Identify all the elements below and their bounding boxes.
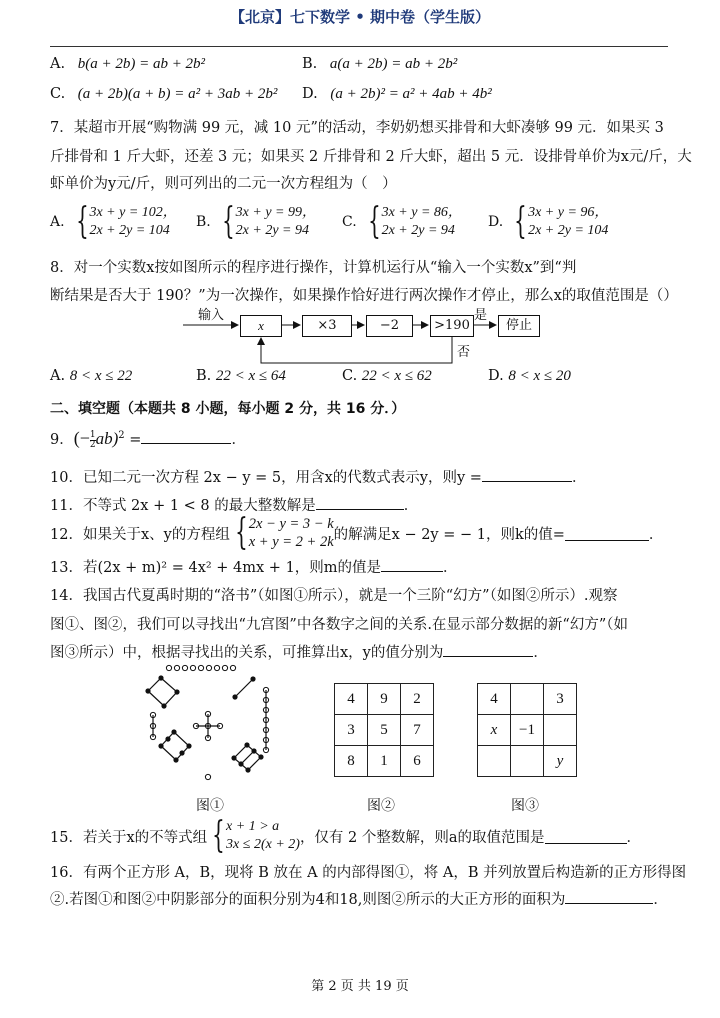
fig1-caption: 图①	[196, 798, 224, 814]
grid3-cell: y	[544, 746, 577, 777]
q12-answer-blank	[565, 526, 649, 541]
q10-answer-blank	[482, 467, 572, 482]
q13: 13．若(2x + m)² = 4x² + 4mx + 1，则m的值是 ．	[50, 556, 458, 577]
q7-line-3: 虾单价为y元/斤，则可列出的二元一次方程组为（ ）	[50, 176, 397, 192]
magic-square-fig3	[477, 683, 577, 777]
q11-answer-blank	[316, 495, 404, 510]
q8-line-1: 8．对一个实数x按如图所示的程序进行操作，计算机运行从“输入一个实数x”到“判	[50, 260, 577, 276]
grid2-cell: 9	[368, 684, 401, 715]
q12: 12．如果关于x、y的方程组 { 2x − y = 3 − k x + y = 2 + 2k 的解满足x − 2y = − 1，则k的值= ．	[50, 512, 664, 553]
magic-square-fig2	[334, 683, 434, 777]
q8-option-b: B. 22 < x ≤ 64	[196, 368, 286, 384]
grid2-cell: 1	[368, 746, 401, 777]
q10: 10．已知二元一次方程 2x − y = 5，用含x的代数式表示y，则y = ．	[50, 466, 586, 487]
flow-yes-label: 是	[474, 308, 488, 323]
luoshu-figure	[140, 662, 280, 787]
grid3-cell: −1	[511, 715, 544, 746]
q14-line-3: 图③所示）中，根据寻找出的关系，可推算出x，y的值分别为 ．	[50, 641, 548, 662]
q6-option-a: A. b(a + 2b) = ab + 2b²	[50, 56, 206, 72]
q13-answer-blank	[381, 557, 443, 572]
grid2-cell: 5	[368, 715, 401, 746]
q9: 9．(− $\frac{1}{2}$ ab)$^2$ = ．	[50, 428, 246, 450]
flow-box-minus2: −2	[366, 315, 413, 337]
grid3-cell	[478, 746, 511, 777]
q14-line-2: 图①、图②，我们可以寻找出“九宫图”中各数字之间的关系.在显示部分数据的新“幻方”（如	[50, 617, 629, 633]
q14-line-1: 14．我国古代夏禹时期的“洛书”（如图①所示），就是一个三阶“幻方”（如图②所示）.观察	[50, 588, 618, 604]
q16-line-2: ②.若图①和图②中阴影部分的面积分别为4和18,则图②所示的大正方形的面积为 ．	[50, 888, 668, 909]
section-2-title: 二、填空题（本题共 8 小题，每小题 2 分，共 16 分．）	[50, 401, 406, 417]
flow-no-label: 否	[457, 345, 471, 360]
q8-option-a: A. 8 < x ≤ 22	[50, 368, 133, 384]
q6-option-b: B. a(a + 2b) = ab + 2b²	[302, 56, 458, 72]
q7-line-1: 7．某超市开展“购物满 99 元，减 10 元”的活动，李奶奶想买排骨和大虾凑够 99 元．如果买 3	[50, 120, 664, 136]
q9-fraction: $\frac{1}{2}$	[89, 429, 96, 450]
q7-option-c: C. { 3x + y = 86， 2x + 2y = 94	[342, 201, 462, 242]
grid2-cell: 7	[401, 715, 434, 746]
q7-option-d: D. { 3x + y = 96， 2x + 2y = 104	[488, 201, 609, 242]
flow-input-label: 输入	[198, 308, 225, 323]
q16-line-1: 16．有两个正方形 A，B，现将 B 放在 A 的内部得图①，将 A，B 并列放置后构造新的正方形得图	[50, 865, 687, 881]
q11: 11．不等式 2x + 1 < 8 的最大整数解是 ．	[50, 494, 418, 515]
grid2-cell: 2	[401, 684, 434, 715]
flow-box-gt190: >190	[430, 315, 474, 337]
grid3-cell	[544, 715, 577, 746]
q8-option-c: C. 22 < x ≤ 62	[342, 368, 432, 384]
grid2-cell: 4	[335, 684, 368, 715]
grid2-cell: 8	[335, 746, 368, 777]
flow-box-stop: 停止	[498, 315, 540, 337]
fig2-caption: 图②	[367, 798, 395, 814]
page-footer: 第 2 页 共 19 页	[311, 979, 409, 994]
q8-option-d: D. 8 < x ≤ 20	[488, 368, 571, 384]
q16-answer-blank	[565, 889, 653, 904]
page-header: 【北京】七下数学 • 期中卷（学生版）	[229, 8, 491, 26]
q8-line-2: 断结果是否大于 190？”为一次操作，如果操作恰好进行两次操作才停止，那么x的取值范围是（）	[50, 288, 678, 304]
q9-answer-blank	[141, 429, 231, 444]
flow-box-times3: ×3	[302, 315, 352, 337]
grid2-cell: 6	[401, 746, 434, 777]
q7-line-2: 斤排骨和 1 斤大虾，还差 3 元；如果买 2 斤排骨和 2 斤大虾，超出 5 元．设排骨单价为x元/斤，大	[50, 149, 692, 165]
grid3-cell: 3	[544, 684, 577, 715]
grid3-cell	[511, 746, 544, 777]
grid2-cell: 3	[335, 715, 368, 746]
q15-answer-blank	[545, 829, 627, 844]
flow-box-x: x	[240, 315, 282, 337]
q6-option-d: D. (a + 2b)² = a² + 4ab + 4b²	[302, 86, 492, 102]
fig3-caption: 图③	[511, 798, 539, 814]
q14-answer-blank	[443, 642, 533, 657]
grid3-cell: x	[478, 715, 511, 746]
q7-option-b: B. { 3x + y = 99， 2x + 2y = 94	[196, 201, 316, 242]
q7-option-a: A. { 3x + y = 102， 2x + 2y = 104	[50, 201, 177, 242]
q15: 15．若关于x的不等式组 { x + 1 > a 3x ≤ 2(x + 2) ，仅有 2 个整数解，则a的取值范围是 ．	[50, 815, 642, 856]
q6-option-c: C. (a + 2b)(a + b) = a² + 3ab + 2b²	[50, 86, 278, 102]
grid3-cell	[511, 684, 544, 715]
flowchart-arrows	[0, 0, 720, 370]
grid3-cell: 4	[478, 684, 511, 715]
